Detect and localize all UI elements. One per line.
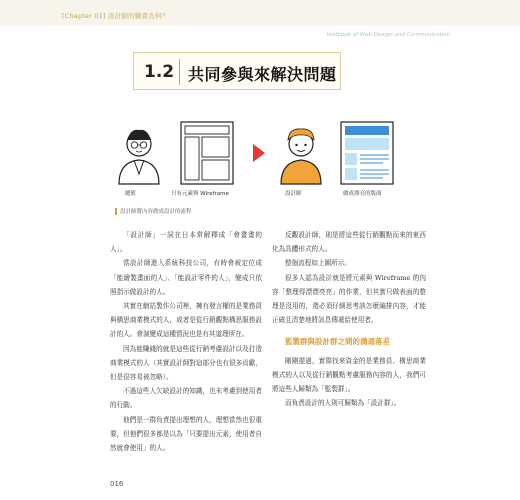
paragraph: 剛剛提過，實際找來資金的是業務員、構思商業模式的人以及從行銷觀點考慮服務內容的人，我們可將這些人歸類為「監製群」。 [272,356,426,394]
paragraph: 其實在網站製作公司裡，擁有發言權的是業務員與構思商業模式的人，或者是從行銷觀點構思服務設計的人。會演變成這種情況也是有其道理所在。 [110,302,262,339]
paragraph: 當設計師進入系統科技公司，有時會被定位成「能繪製畫面的人」、「能設計零件的人」，變成只依照指示做設計的人。 [110,259,262,296]
section-title: 共同參與來解決問題 [188,65,337,84]
title-divider [179,59,180,85]
label-designer: 設計師 [285,191,302,197]
paragraph: 整個流程如上圖所示。 [285,259,351,268]
section-number: 1.2 [144,62,175,82]
wireframe-graphic [181,122,233,184]
label-director: 總監 [125,191,137,197]
caption-marker [115,208,117,215]
left-column [110,228,262,455]
flow-graphic [113,118,413,188]
paragraph: 「設計師」一詞在日本常解釋成「會畫畫的人」。 [110,231,262,254]
paragraph: 因為能賺錢的就是這些從行銷考慮設計以及打造商業模式的人（其實設計師對這部分也有很多貢獻，但是很容易被忽略）。 [110,344,262,382]
chapter-header: [Chapter 01] 設計師的職責為何？ [62,12,169,20]
section-heading: 監製群與設計群之間的溝通落差 [285,337,390,347]
paragraph: 反觀設計師，則是將這些從行銷觀點而來的東西化為具體形式的人。 [272,231,426,254]
caption-text: 設計師將內容做成設計的流程 [120,209,192,215]
flow-arrow [253,144,265,162]
label-wireframe: 只有元素與 Wireframe [171,191,229,197]
director-figure [119,130,159,184]
page-number: 016 [110,480,124,488]
label-styled-layout: 做成漂亮的版面 [343,191,382,197]
right-column [272,228,426,410]
design-flow-illustration [113,118,413,200]
paragraph: 很多人認為設計就是將元素與 Wireframe 的內容「整理得漂漂亮亮」的作業，但其實只做表面的整理是沒用的，還必須仔細思考該怎麼編排內容，才能正確且清楚地將訊息傳遞給使用者。 [272,273,426,325]
figure-caption [115,207,192,215]
section-title-box [133,52,341,90]
paragraph: 他們是一群負責提出理想的人，理想當然也很重要，但他們很多都是以為「只要提出元素，使用者自然就會使用」的人。 [110,415,262,453]
paragraph: 不過這些人欠缺設計的知識，也未考慮到使用者的行動。 [110,387,262,410]
designer-figure [281,129,321,184]
paragraph: 而負責設計的人則可歸類為「設計群」。 [285,399,401,408]
styled-layout-graphic [341,122,393,184]
running-subtitle: textbook of Web Design and Communication [326,32,450,38]
